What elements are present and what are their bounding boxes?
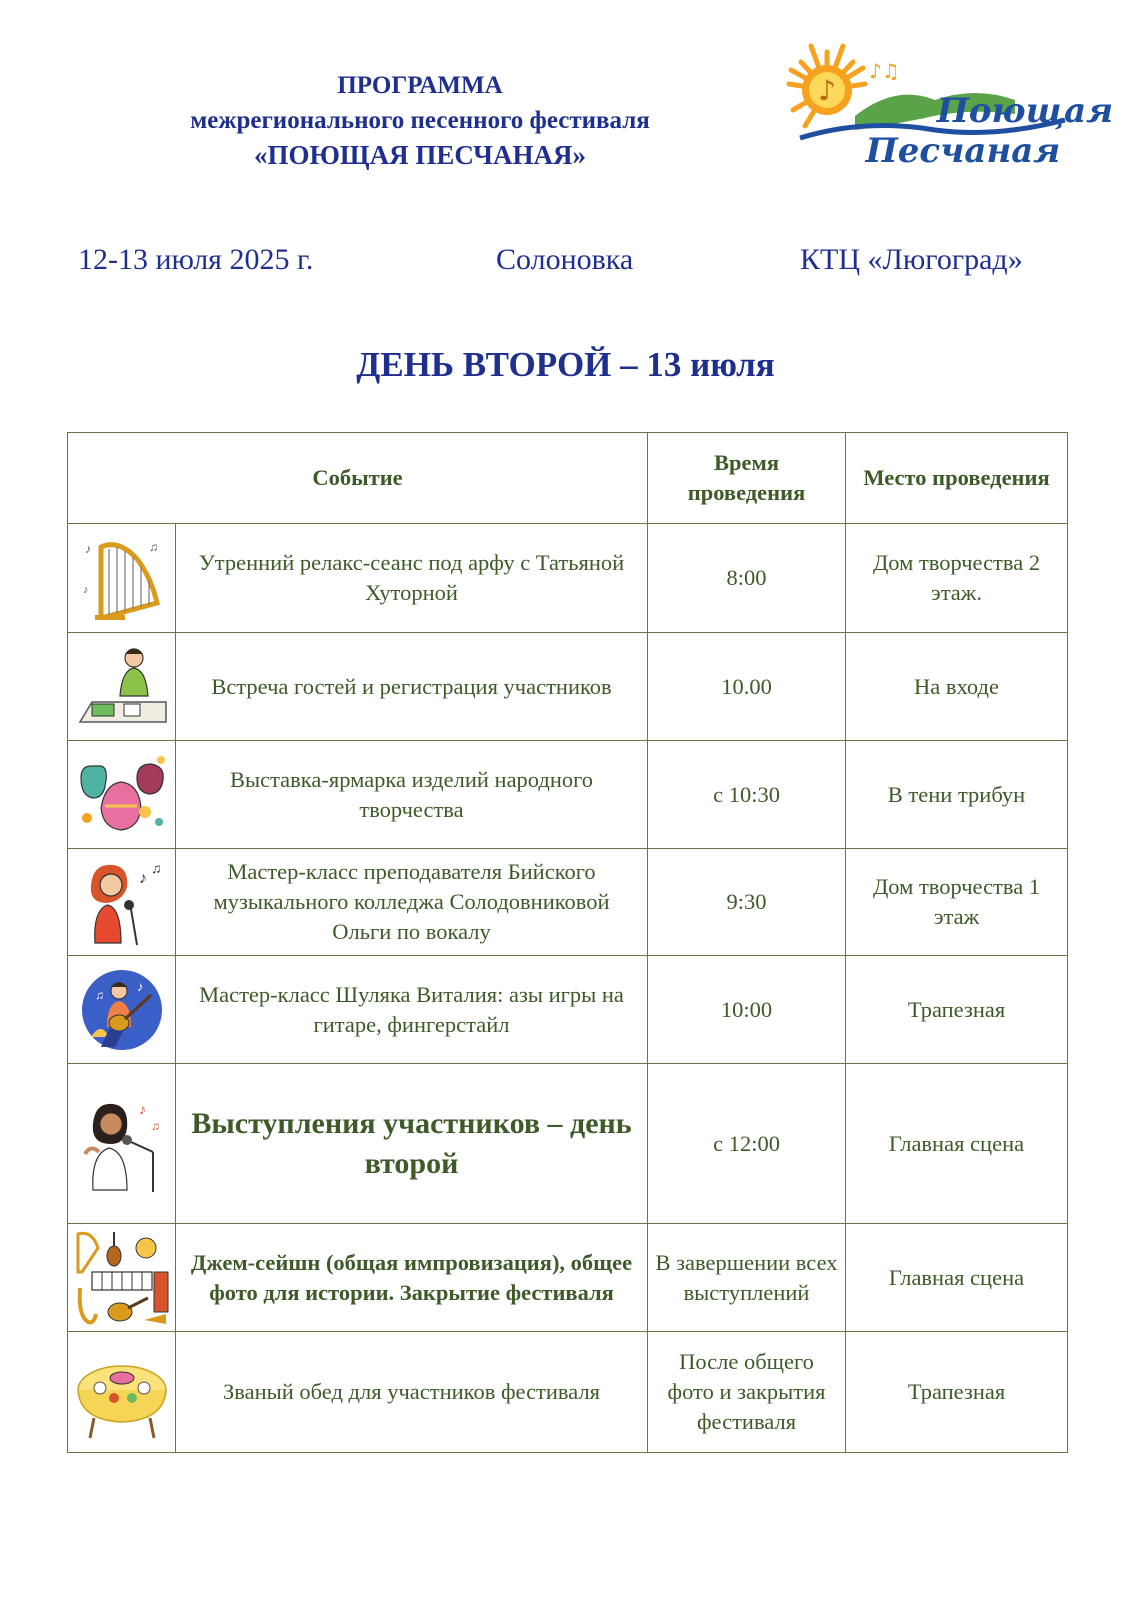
table-row [68,1224,1068,1332]
svg-text:♪: ♪ [84,542,91,556]
table-row [68,1332,1068,1453]
header-festival-type: межрегионального песенного фестиваля [190,107,650,134]
event-cell: Мастер-класс Шуляка Виталия: азы игры на гитаре, фингерстайл [176,956,648,1064]
program-table [67,432,1068,1453]
place-cell: Дом творчества 2 этаж. [846,524,1068,633]
row-icon-cell [68,956,176,1064]
header-program-label: ПРОГРАММА [337,72,503,99]
row-icon-cell [68,1332,176,1453]
place-cell: Дом творчества 1 этаж [846,849,1068,956]
place-cell: Трапезная [846,956,1068,1064]
svg-text:♪: ♪ [82,584,88,596]
time-cell: В завершении всех выступлений [648,1224,846,1332]
microphone-singer-icon [77,1094,167,1194]
singer-woman-icon [77,857,167,947]
table-row [68,633,1068,741]
time-cell: 9:30 [648,849,846,956]
time-cell: После общего фото и закрытия фестиваля [648,1332,846,1453]
dinner-table-icon [74,1344,170,1440]
harp-icon [79,533,165,623]
row-icon-cell [68,849,176,956]
instruments-icon [74,1228,170,1328]
column-header-event: Событие [68,433,648,524]
row-icon-cell [68,741,176,849]
column-header-time: Время проведения [648,433,846,524]
row-icon-cell [68,1064,176,1224]
place-cell: Главная сцена [846,1064,1068,1224]
row-icon-cell [68,633,176,741]
event-cell: Званый обед для участников фестиваля [176,1332,648,1453]
event-cell: Мастер-класс преподавателя Бийского музыкального колледжа Солодовниковой Ольги по вокалу [176,849,648,956]
event-cell: Встреча гостей и регистрация участников [176,633,648,741]
registration-desk-icon [76,644,168,730]
table-row [68,1064,1068,1224]
table-row [68,524,1068,633]
place-cell: В тени трибун [846,741,1068,849]
svg-text:♪: ♪ [138,870,147,887]
table-row [68,956,1068,1064]
logo-text-line2: Песчаная [865,131,1061,171]
svg-text:♪: ♪ [138,1102,146,1118]
day-title: ДЕНЬ ВТОРОЙ – 13 июля [356,345,775,384]
table-row [68,741,1068,849]
row-icon-cell [68,524,176,633]
svg-text:♫: ♫ [150,1118,160,1133]
program-header [0,68,840,173]
table-row [68,849,1068,956]
event-cell: Утренний релакс-сеанс под арфу с Татьяной Хуторной [176,524,648,633]
festival-venue: КТЦ «Люгоград» [800,243,1023,276]
guitarist-icon [79,967,165,1053]
sun-icon [789,46,865,126]
svg-text:♫: ♫ [150,862,161,877]
time-cell: 10.00 [648,633,846,741]
table-header-row [68,433,1068,524]
logo-text-line1: Поющая [936,91,1114,131]
festival-dates: 12-13 июля 2025 г. [78,243,314,276]
place-cell: Главная сцена [846,1224,1068,1332]
event-cell: Выступления участников – день второй [176,1064,648,1224]
event-cell: Джем-сейшн (общая импровизация), общее фото для истории. Закрытие фестиваля [176,1224,648,1332]
time-cell: 8:00 [648,524,846,633]
svg-text:♫: ♫ [148,540,158,554]
time-cell: с 12:00 [648,1064,846,1224]
svg-text:♪: ♪ [136,978,143,994]
svg-text:♫: ♫ [94,987,104,1002]
festival-town: Солоновка [496,243,634,276]
place-cell: На входе [846,633,1068,741]
time-cell: с 10:30 [648,741,846,849]
row-icon-cell [68,1224,176,1332]
column-header-place: Место проведения [846,433,1068,524]
place-cell: Трапезная [846,1332,1068,1453]
note-icon: ♪♫ [869,59,900,83]
header-festival-name: «ПОЮЩАЯ ПЕСЧАНАЯ» [254,140,586,170]
pottery-icon [75,752,169,838]
time-cell: 10:00 [648,956,846,1064]
festival-logo [785,38,1114,178]
svg-text:♪: ♪ [818,74,836,107]
event-cell: Выставка-ярмарка изделий народного творчества [176,741,648,849]
